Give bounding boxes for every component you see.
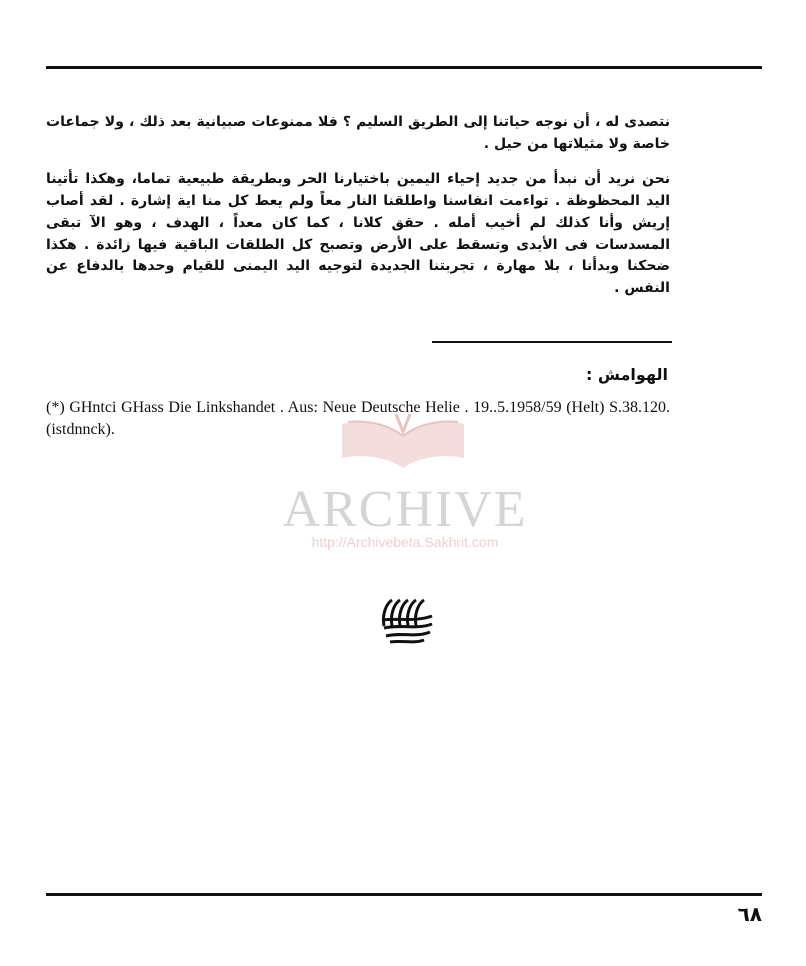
paragraph-2: نحن نريد أن نبدأ من جديد إحياء اليمين باختيارنا الحر وبطريقة طبيعية تماما، وهكذا تأتينا اليد المحظوظة . تواءمت انفاسنا واطلقنا النار معاً ولم يعط كل منا اية إشارة . لقد أصاب إريش وأنا كذلك لم أخيب أمله . حقق كلانا ، كما كان معداً ، الهدف ، وهو الآ تبقى المسدسات فى الأيدى وتسقط على الأرض وتصبح كل الطلقات الباقية فيها زائدة . هكذا ضحكنا وبدأنا ، بلا مهارة ، تجربتنا الجديدة لتوجيه اليد اليمنى للقيام وحدها بالدفاع عن النفس . [46,171,670,296]
bottom-rule [46,893,762,896]
footnote-text: (*) GHntci GHass Die Linkshandet . Aus: Neue Deutsche Helie . 19..5.1958/59 (Helt) S.38.120.(istdnnck). [46,399,670,438]
footnotes-heading: الهوامش : [585,365,668,384]
page-number: ٦٨ [737,902,762,926]
footnote-separator [432,341,672,343]
publisher-logo-icon [378,596,436,646]
body-text [46,112,670,300]
watermark-url: http://Archivebeta.Sakhrit.com [311,534,499,550]
paragraph-1: نتصدى له ، أن نوجه حياتنا إلى الطريق السليم ؟ فلا ممنوعات صبيانية بعد ذلك ، ولا جماعات خاصة ولا مثيلاتها من حيل . [46,114,670,152]
open-book-icon [338,410,468,474]
top-rule [46,66,762,69]
archive-watermark [270,410,540,560]
watermark-title: ARCHIVE [282,481,528,538]
